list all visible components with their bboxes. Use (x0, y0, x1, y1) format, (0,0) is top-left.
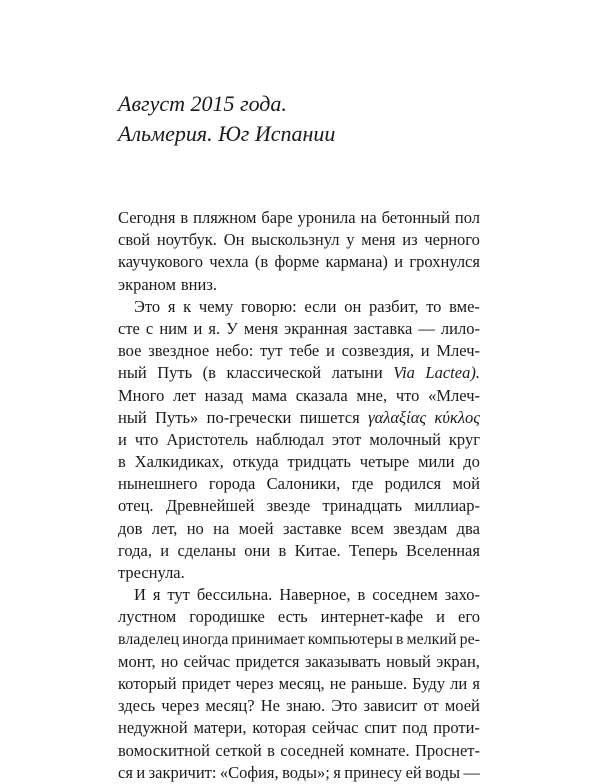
text-line: недужной матери, которая сейчас спит под проти- (118, 718, 480, 738)
text-line: вое звездное небо: тут тебе и созвездия, и Млеч- (118, 341, 480, 361)
text-line: свой ноутбук. Он выскользнул у меня из черного (118, 230, 480, 250)
text-line: ный Путь (в классической латыни Via Lactea). (118, 363, 480, 383)
text-line: года, и сделаны они в Китае. Теперь Вселенная (118, 540, 480, 560)
text-line: монт, но сейчас придется заказывать новый экран, (118, 651, 480, 671)
text-line: дов лет, но на моей заставке всем звездам два (118, 518, 480, 538)
text-line: который придет через месяц, не раньше. Буду ли я (118, 673, 480, 693)
text-line: и что Аристотель наблюдал этот молочный круг (118, 429, 480, 449)
text-line: И я тут бессильна. Наверное, в соседнем захо- (134, 585, 480, 605)
heading-date-line: Август 2015 года. (118, 91, 287, 116)
body-text (118, 207, 480, 784)
text-line: каучукового чехла (в форме кармана) и грохнулся (118, 252, 480, 272)
text-line: в Халкидиках, откуда тридцать четыре мили до (118, 452, 480, 472)
text-line: владелец иногда принимает компьютеры в мелкий ре- (118, 630, 480, 648)
text-line: треснула. (118, 563, 185, 582)
text-line: Много лет назад мама сказала мне, что «Млеч- (118, 385, 480, 405)
text-line: ся и закричит: «София, воды»; я принесу ей воды — (118, 762, 480, 782)
text-line: нынешнего города Салоники, где родился мой (118, 474, 480, 494)
text-line: ный Путь» по-гречески пишется γαλαξίας κύκλος (118, 407, 480, 427)
text-line: отец. Древнейшей звезде тринадцать миллиар- (118, 496, 480, 516)
heading-place-line: Альмерия. Юг Испании (118, 121, 336, 146)
text-line: лустном городишке есть интернет-кафе и его (118, 607, 480, 627)
text-line: вомоскитной сеткой в соседней комнате. Проснет- (118, 740, 480, 760)
text-line: экраном вниз. (118, 274, 217, 294)
chapter-heading (118, 89, 498, 149)
text-line: здесь через месяц? Не знаю. Это зависит от моей (118, 696, 480, 716)
text-line: Это я к чему говорю: если он разбит, то вме- (134, 296, 480, 316)
text-line: сте с ним и я. У меня экранная заставка — лило- (118, 318, 480, 338)
text-line: Сегодня в пляжном баре уронила на бетонный пол (118, 208, 480, 227)
